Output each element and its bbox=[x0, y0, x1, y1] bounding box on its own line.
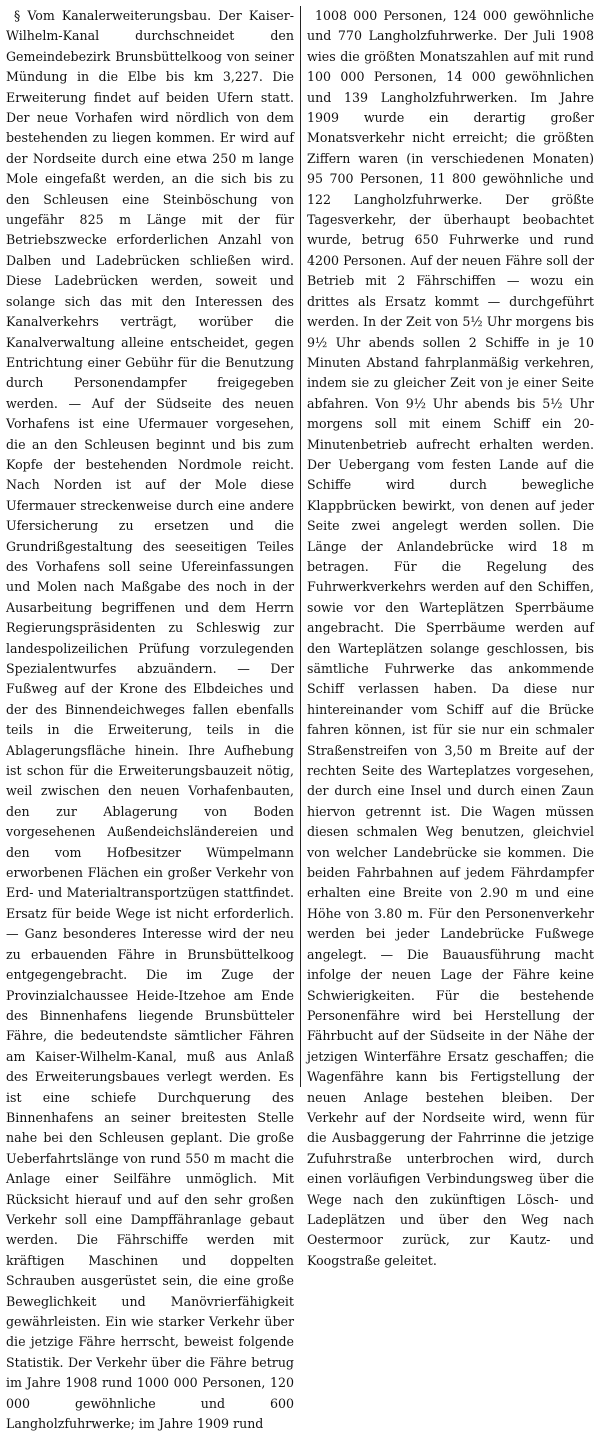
article-column-left bbox=[6, 6, 300, 1432]
article-text-left: § Vom Kanalerweiterungsbau. Der Kaiser-Wilhelm-Kanal durchschneidet den Gemeindebezirk Brunsbüttelkoog von seiner Mündung in die Elbe bis km 3,227. Die Erweiterung findet auf beiden Ufern statt. Der neue Vorhafen wird nördlich von dem bestehenden zu liegen kommen. Er wird auf der Nordseite durch eine etwa 250 m lange Mole eingefaßt werden, an die sich bis zu den Schleusen eine Steinböschung von ungefähr 825 m Länge mit der für Betriebszwecke erforderlichen Anzahl von Dalben und Ladebrücken schließen wird. Diese Ladebrücken werden, soweit und solange sich das mit den Interessen des Kanalverkehrs verträgt, worüber die Kanalverwaltung alleine entscheidet, gegen Entrichtung einer Gebühr für die Benutzung durch Personendampfer freigegeben werden. — Auf der Südseite des neuen Vorhafens ist eine Ufermauer vorgesehen, die an den Schleusen beginnt und bis zum Kopfe der bestehenden Nordmole reicht. Nach Norden ist auf der Mole diese Ufermauer streckenweise durch eine andere Ufersicherung zu ersetzen und die Grundrißgestaltung des seeseitigen Teiles des Vorhafens soll seine Ufereinfassungen und Molen nach Maßgabe des noch in der Ausarbeitung begriffenen und dem Herrn Regierungspräsidenten zu Schleswig zur landespolizeilichen Prüfung vorzulegenden Spezialentwurfes abzuändern. — Der Fußweg auf der Krone des Elbdeiches und der des Binnendeichweges fallen ebenfalls teils in die Erweiterung, teils in die Ablagerungsfläche hinein. Ihre Aufhebung ist schon für die Erweiterungsbauzeit nötig, weil zwischen den neuen Vorhafenbauten, den zur Ablagerung von Boden vorgesehenen Außendeichsländereien und den vom Hofbesitzer Wümpelmann erworbenen Flächen ein großer Verkehr von Erd- und Materialtransportzügen stattfindet. Ersatz für beide Wege ist nicht erforderlich. — Ganz besonderes Interesse wird der neu zu erbauenden Fähre in Brunsbüttelkoog entgegengebracht. Die im Zuge der Provinzialchaussee Heide-Itzehoe am Ende des Binnenhafens liegende Brunsbütteler Fähre, die bedeutendste sämtlicher Fähren am Kaiser-Wilhelm-Kanal, muß aus Anlaß des Erweiterungsbaues verlegt werden. Es ist eine schiefe Durchquerung des Binnenhafens an seiner breitesten Stelle nahe bei den Schleusen geplant. Die große Ueberfahrtslänge von rund 550 m macht die Anlage einer Seilfähre unmöglich. Mit Rücksicht hierauf und auf den sehr großen Verkehr soll eine Dampffähranlage gebaut werden. Die Fährschiffe werden mit kräftigen Maschinen und doppelten Schrauben ausgerüstet sein, die eine große Beweglichkeit und Manövrierfähigkeit gewährleisten. Ein wie starker Verkehr über die jetzige Fähre herrscht, beweist folgende Statistik. Der Verkehr über die Fähre betrug im Jahre 1908 rund 1000 000 Personen, 120 000 gewöhnliche und 600 Langholzfuhrwerke; im Jahre 1909 rund bbox=[6, 8, 294, 1432]
article-text-right: 1008 000 Personen, 124 000 gewöhnliche und 770 Langholzfuhrwerke. Der Juli 1908 wies die größten Monatszahlen auf mit rund 100 000 Personen, 14 000 gewöhnlichen und 139 Langholzfuhrwerken. Im Jahre 1909 wurde ein derartig großer Monatsverkehr nicht erreicht; die größten Ziffern waren (in verschiedenen Monaten) 95 700 Personen, 11 800 gewöhnliche und 122 Langholzfuhrwerke. Der größte Tagesverkehr, der überhaupt beobachtet wurde, betrug 650 Fuhrwerke und rund 4200 Personen. Auf der neuen Fähre soll der Betrieb mit 2 Fährschiffen — wozu ein drittes als Ersatz kommt — durchgeführt werden. In der Zeit von 5½ Uhr morgens bis 9½ Uhr abends sollen 2 Schiffe in je 10 Minuten Abstand fahrplanmäßig verkehren, indem sie zu gleicher Zeit von je einer Seite abfahren. Von 9½ Uhr abends bis 5½ Uhr morgens soll mit einem Schiff ein 20-Minutenbetrieb aufrecht erhalten werden. Der Uebergang vom festen Lande auf die Schiffe wird durch bewegliche Klappbrücken bewirkt, von denen auf jeder Seite zwei angelegt werden sollen. Die Länge der Anlandebrücke wird 18 m betragen. Für die Regelung des Fuhrwerkverkehrs werden auf den Schiffen, sowie vor den Warteplätzen Sperrbäume angebracht. Die Sperrbäume werden auf den Warteplätzen solange geschlossen, bis sämtliche Fuhrwerke das ankommende Schiff verlassen haben. Da diese nur hintereinander vom Schiff auf die Brücke fahren können, ist für sie nur ein schmaler Straßenstreifen von 3,50 m Breite auf der rechten Seite des Warteplatzes vorgesehen, der durch eine Insel und durch einen Zaun hiervon getrennt ist. Die Wagen müssen diesen schmalen Weg benutzen, gleichviel von welcher Landebrücke sie kommen. Die beiden Fahrbahnen auf jedem Fährdampfer erhalten eine Breite von 2.90 m und eine Höhe von 3.80 m. Für den Personenverkehr werden bei jeder Landebrücke Fußwege angelegt. — Die Bauausführung macht infolge der neuen Lage der Fähre keine Schwierigkeiten. Für die bestehende Personenfähre wird bei Herstellung der Fährbucht auf der Südseite in der Nähe der jetzigen Winterfähre Ersatz geschaffen; die Wagenfähre kann bis Fertigstellung der neuen Anlage bestehen bleiben. Der Verkehr auf der Nordseite wird, wenn für die Ausbaggerung der Fahrrinne die jetzige Zufuhrstraße unterbrochen wird, durch einen vorläufigen Verbindungsweg über die Wege nach den zukünftigen Lösch- und Ladeplätzen und über den Weg nach Oestermoor zurück, zur Kautz- und Koogstraße geleitet. bbox=[307, 8, 594, 1268]
article-column-right bbox=[300, 6, 594, 1268]
